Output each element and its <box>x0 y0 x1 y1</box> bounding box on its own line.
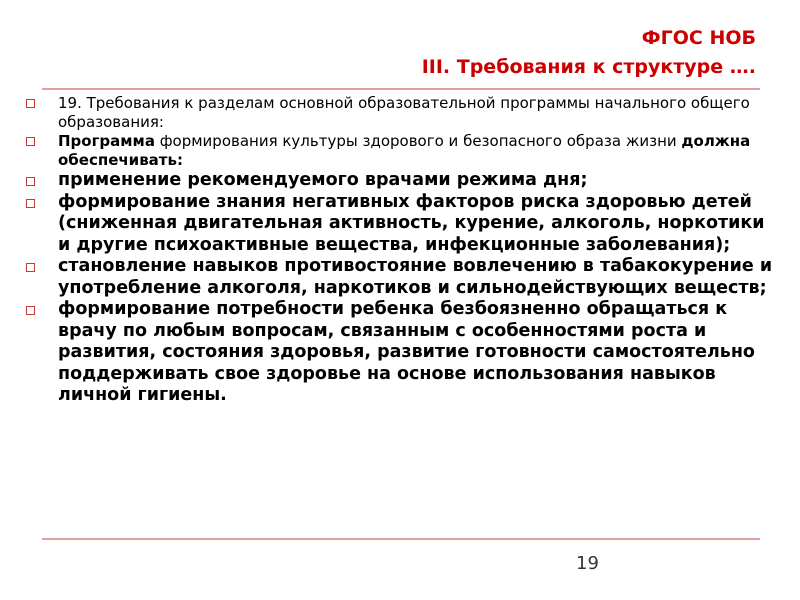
square-bullet-icon <box>26 199 35 208</box>
list-item <box>26 94 776 132</box>
list-item-text: применение рекомендуемого врачами режима дня; <box>58 170 588 190</box>
slide-title <box>422 24 756 82</box>
top-divider <box>42 88 760 90</box>
list-item <box>26 256 776 299</box>
list-item-suffix: должна обеспечивать: <box>58 132 751 169</box>
list-item <box>26 299 776 407</box>
list-item-text: 19. Требования к разделам основной образовательной программы начального общего образования: <box>58 94 750 131</box>
list-item <box>26 170 776 192</box>
title-line-2: III. Требования к структуре …. <box>421 56 756 78</box>
bottom-divider <box>42 538 760 540</box>
list-item-text: формирование потребности ребенка безбоязненно обращаться к врачу по любым вопросам, связанным с особенностями роста и развития, состояния здоровья, развитие готовности самостоятельно поддерживать свое здоровье на основе использования навыков личной гигиены. <box>58 299 755 405</box>
slide-number: 19 <box>576 553 599 574</box>
title-line-1: ФГОС НОБ <box>641 27 756 49</box>
list-item <box>26 192 776 257</box>
list-item-text: формирование знания негативных факторов риска здоровью детей (сниженная двигательная активность, курение, алкоголь, норкотики и другие психоактивные вещества, инфекционные заболевания); <box>58 191 765 255</box>
square-bullet-icon <box>26 306 35 315</box>
bullet-list <box>26 94 776 407</box>
list-item-text: формирования культуры здорового и безопасного образа жизни <box>154 132 682 150</box>
square-bullet-icon <box>26 263 35 272</box>
square-bullet-icon <box>26 177 35 186</box>
list-item-text: становление навыков противостояние вовлечению в табакокурение и употребление алкоголя, наркотиков и сильнодействующих веществ; <box>58 256 773 298</box>
list-item <box>26 132 776 170</box>
square-bullet-icon <box>26 137 35 146</box>
list-item-prefix: Программа <box>58 132 155 150</box>
square-bullet-icon <box>26 99 35 108</box>
